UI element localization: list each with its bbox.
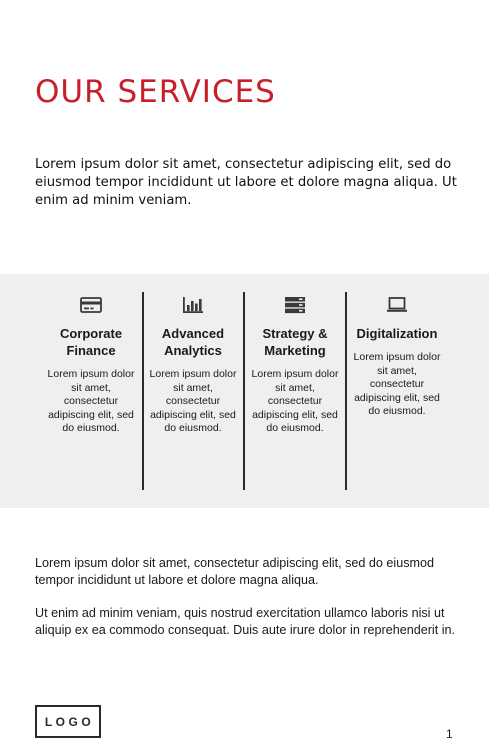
server-icon	[284, 295, 306, 315]
service-strategy-marketing	[245, 292, 345, 490]
bar-chart-icon	[182, 295, 204, 315]
logo: LOGO	[35, 705, 101, 738]
services-band	[0, 274, 489, 508]
service-advanced-analytics	[143, 292, 243, 490]
service-description: Lorem ipsum dolor sit amet, consectetur adipiscing elit, sed do eiusmod.	[47, 368, 135, 434]
body-paragraph-1: Lorem ipsum dolor sit amet, consectetur adipiscing elit, sed do eiusmod tempor incididunt ut labore et dolore magna aliqua.	[35, 556, 434, 587]
service-digitalization	[347, 292, 447, 490]
service-title: Digitalization	[356, 326, 438, 341]
service-title: Corporate Finance	[59, 326, 123, 358]
service-description: Lorem ipsum dolor sit amet, consectetur adipiscing elit, sed do eiusmod.	[251, 368, 339, 434]
intro-paragraph: Lorem ipsum dolor sit amet, consectetur adipiscing elit, sed do eiusmod tempor incididunt ut labore et dolore magna aliqua. Ut enim ad minim veniam.	[35, 157, 457, 208]
service-description: Lorem ipsum dolor sit amet, consectetur adipiscing elit, sed do eiusmod.	[149, 368, 237, 434]
page-number: 1	[446, 727, 453, 741]
credit-card-icon	[80, 295, 102, 315]
service-corporate-finance	[41, 292, 141, 490]
laptop-icon	[386, 295, 408, 315]
page-title: OUR SERVICES	[35, 74, 276, 110]
service-title: Strategy & Marketing	[262, 326, 328, 358]
body-paragraph-2: Ut enim ad minim veniam, quis nostrud exercitation ullamco laboris nisi ut aliquip ex ea commodo consequat. Duis aute irure dolor in reprehenderit in.	[35, 606, 456, 637]
service-description: Lorem ipsum dolor sit amet, consectetur adipiscing elit, sed do eiusmod.	[353, 351, 441, 417]
service-title: Advanced Analytics	[161, 326, 225, 358]
